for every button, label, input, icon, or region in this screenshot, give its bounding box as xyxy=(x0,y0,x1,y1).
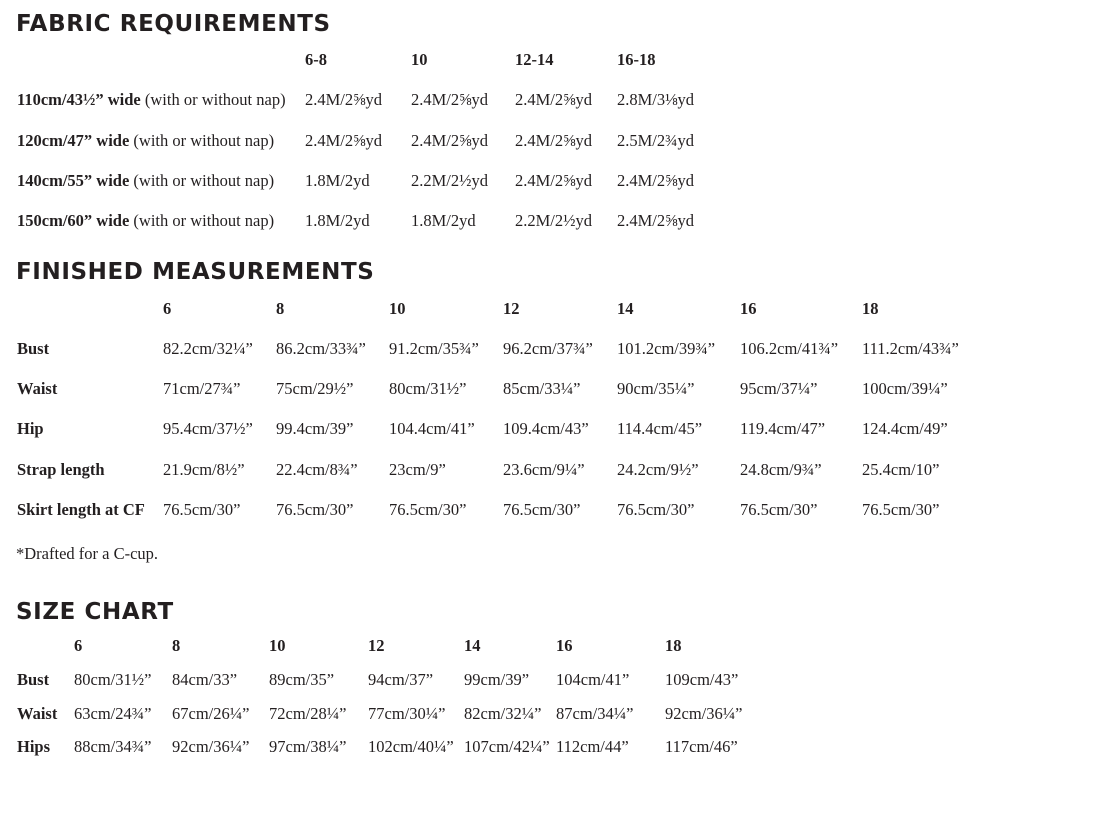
table-cell: 23cm/9” xyxy=(389,460,446,479)
table-cell: 99.4cm/39” xyxy=(276,419,354,438)
row-label: Hip xyxy=(17,419,44,438)
table-cell: 2.8M/3⅛yd xyxy=(617,90,695,109)
row-label xyxy=(17,92,286,109)
table-cell: 75cm/29½” xyxy=(276,379,354,398)
table-cell: 22.4cm/8¾” xyxy=(276,460,358,479)
column-header: 8 xyxy=(172,636,181,655)
table-cell: 104cm/41” xyxy=(556,670,630,689)
table-cell: 2.4M/2⅝yd xyxy=(515,171,593,190)
table-cell: 67cm/26¼” xyxy=(172,704,250,723)
table-cell: 112cm/44” xyxy=(556,737,629,756)
fabric-width: 120cm/47” wide xyxy=(17,131,130,150)
table-cell: 76.5cm/30” xyxy=(163,500,241,519)
table-cell: 102cm/40¼” xyxy=(368,737,454,756)
table-cell: 2.2M/2½yd xyxy=(411,171,489,190)
finished-measurements-title: FINISHED MEASUREMENTS xyxy=(16,259,375,285)
column-header: 12-14 xyxy=(515,50,554,69)
nap-note: (with or without nap) xyxy=(129,171,275,190)
table-cell: 95cm/37¼” xyxy=(740,379,818,398)
table-cell: 63cm/24¾” xyxy=(74,704,152,723)
table-cell: 109cm/43” xyxy=(665,670,739,689)
table-cell: 82.2cm/32¼” xyxy=(163,339,253,358)
fabric-width: 140cm/55” wide xyxy=(17,171,130,190)
column-header: 16-18 xyxy=(617,50,656,69)
table-cell: 94cm/37” xyxy=(368,670,434,689)
row-label: Waist xyxy=(17,704,58,723)
table-cell: 90cm/35¼” xyxy=(617,379,695,398)
row-label: Hips xyxy=(17,737,51,756)
table-cell: 2.4M/2⅝yd xyxy=(515,90,593,109)
table-cell: 76.5cm/30” xyxy=(276,500,354,519)
table-cell: 2.4M/2⅝yd xyxy=(411,90,489,109)
column-header: 6 xyxy=(74,636,83,655)
table-cell: 117cm/46” xyxy=(665,737,738,756)
table-cell: 76.5cm/30” xyxy=(389,500,467,519)
table-cell: 119.4cm/47” xyxy=(740,419,826,438)
fabric-requirements-title: FABRIC REQUIREMENTS xyxy=(16,11,331,37)
column-header: 8 xyxy=(276,299,285,318)
column-header: 12 xyxy=(368,636,385,655)
row-label xyxy=(17,133,274,150)
column-header: 6 xyxy=(163,299,172,318)
table-cell: 100cm/39¼” xyxy=(862,379,948,398)
row-label xyxy=(17,173,274,190)
column-header: 16 xyxy=(556,636,573,655)
table-cell: 72cm/28¼” xyxy=(269,704,347,723)
table-cell: 1.8M/2yd xyxy=(411,211,476,230)
nap-note: (with or without nap) xyxy=(129,211,275,230)
column-header: 6-8 xyxy=(305,50,327,69)
row-label: Skirt length at CF xyxy=(17,500,145,519)
table-cell: 24.8cm/9¾” xyxy=(740,460,822,479)
table-cell: 106.2cm/41¾” xyxy=(740,339,839,358)
column-header: 12 xyxy=(503,299,520,318)
table-cell: 77cm/30¼” xyxy=(368,704,446,723)
table-cell: 95.4cm/37½” xyxy=(163,419,253,438)
column-header: 10 xyxy=(411,50,428,69)
table-cell: 101.2cm/39¾” xyxy=(617,339,716,358)
table-cell: 76.5cm/30” xyxy=(503,500,581,519)
table-cell: 76.5cm/30” xyxy=(740,500,818,519)
row-label: Strap length xyxy=(17,460,105,479)
table-cell: 80cm/31½” xyxy=(74,670,152,689)
table-cell: 23.6cm/9¼” xyxy=(503,460,585,479)
table-cell: 2.4M/2⅝yd xyxy=(515,131,593,150)
table-cell: 2.4M/2⅝yd xyxy=(617,171,695,190)
table-cell: 114.4cm/45” xyxy=(617,419,703,438)
table-cell: 92cm/36¼” xyxy=(172,737,250,756)
column-header: 18 xyxy=(862,299,879,318)
column-header: 16 xyxy=(740,299,757,318)
table-cell: 82cm/32¼” xyxy=(464,704,542,723)
nap-note: (with or without nap) xyxy=(140,90,286,109)
fabric-width: 110cm/43½” wide xyxy=(17,90,141,109)
table-cell: 89cm/35” xyxy=(269,670,335,689)
table-cell: 124.4cm/49” xyxy=(862,419,948,438)
table-cell: 104.4cm/41” xyxy=(389,419,475,438)
column-header: 14 xyxy=(464,636,481,655)
table-cell: 1.8M/2yd xyxy=(305,211,370,230)
table-cell: 111.2cm/43¾” xyxy=(862,339,959,358)
table-cell: 97cm/38¼” xyxy=(269,737,347,756)
table-cell: 80cm/31½” xyxy=(389,379,467,398)
table-cell: 86.2cm/33¾” xyxy=(276,339,366,358)
fabric-width: 150cm/60” wide xyxy=(17,211,130,230)
table-cell: 21.9cm/8½” xyxy=(163,460,245,479)
row-label: Bust xyxy=(17,670,50,689)
table-cell: 109.4cm/43” xyxy=(503,419,589,438)
table-cell: 84cm/33” xyxy=(172,670,238,689)
column-header: 18 xyxy=(665,636,682,655)
column-header: 10 xyxy=(269,636,286,655)
table-cell: 71cm/27¾” xyxy=(163,379,241,398)
table-cell: 2.4M/2⅝yd xyxy=(305,131,383,150)
table-cell: 24.2cm/9½” xyxy=(617,460,699,479)
row-label: Bust xyxy=(17,339,50,358)
table-cell: 85cm/33¼” xyxy=(503,379,581,398)
table-cell: 2.5M/2¾yd xyxy=(617,131,695,150)
table-cell: 2.2M/2½yd xyxy=(515,211,593,230)
table-cell: 1.8M/2yd xyxy=(305,171,370,190)
table-cell: 107cm/42¼” xyxy=(464,737,550,756)
footnote: *Drafted for a C-cup. xyxy=(16,544,159,563)
row-label xyxy=(17,213,274,230)
table-cell: 25.4cm/10” xyxy=(862,460,940,479)
table-cell: 88cm/34¾” xyxy=(74,737,152,756)
column-header: 10 xyxy=(389,299,406,318)
size-chart-title: SIZE CHART xyxy=(16,599,174,625)
table-cell: 2.4M/2⅝yd xyxy=(617,211,695,230)
table-cell: 92cm/36¼” xyxy=(665,704,743,723)
table-cell: 91.2cm/35¾” xyxy=(389,339,479,358)
column-header: 14 xyxy=(617,299,634,318)
row-label: Waist xyxy=(17,379,58,398)
table-cell: 87cm/34¼” xyxy=(556,704,634,723)
table-cell: 96.2cm/37¾” xyxy=(503,339,593,358)
table-cell: 2.4M/2⅝yd xyxy=(411,131,489,150)
table-cell: 2.4M/2⅝yd xyxy=(305,90,383,109)
table-cell: 76.5cm/30” xyxy=(862,500,940,519)
table-cell: 99cm/39” xyxy=(464,670,530,689)
table-cell: 76.5cm/30” xyxy=(617,500,695,519)
nap-note: (with or without nap) xyxy=(129,131,275,150)
